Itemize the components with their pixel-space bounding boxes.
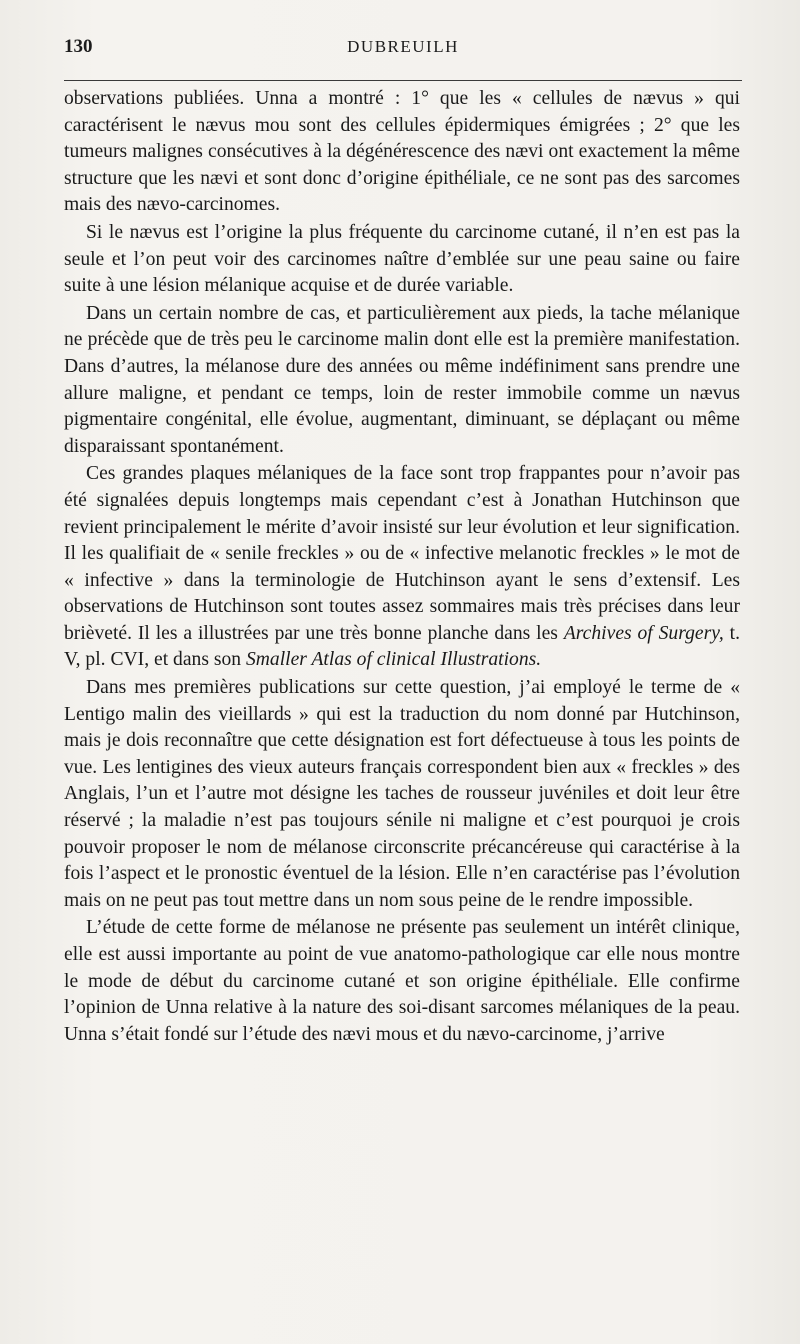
text-run: L’étude de cette forme de mélanose ne présente pas seulement un intérêt clinique, elle est aussi importante au point de vue anatomo-pathologique car elle nous montre le mode de début du carcinome cutané et son origine épithéliale. Elle confirme l’opinion de Unna relative à la nature des soi-disant sarcomes mélaniques de la peau. Unna s’était fondé sur l’étude des nævi mous et du nævo-carcinome, j’arrive	[64, 917, 740, 1045]
page-number: 130	[64, 36, 93, 57]
paragraph-2	[64, 220, 740, 300]
paragraph-4	[64, 461, 740, 674]
text-run: Si le nævus est l’origine la plus fréquente du carcinome cutané, il n’en est pas la seule et l’on peut voir des carcinomes naître d’emblée sur une peau saine ou faire suite à une lésion mélanique acquise et de durée variable.	[64, 221, 740, 297]
body-text	[64, 86, 740, 1048]
paragraph-5	[64, 675, 740, 914]
header-rule	[64, 80, 742, 81]
running-head-author: DUBREUILH	[347, 37, 459, 56]
paragraph-6	[64, 915, 740, 1048]
text-run: Dans un certain nombre de cas, et particulièrement aux pieds, la tache mélanique ne précède que de très peu le carcinome malin dont elle est la première manifestation. Dans d’autres, la mélanose dure des années ou même indéfiniment sans prendre une allure maligne, et pendant ce temps, loin de rester immobile comme un nævus pigmentaire congénital, elle évolue, augmentant, diminuant, se déplaçant ou même disparaissant spontanément.	[64, 302, 740, 457]
page-header	[64, 36, 742, 66]
text-run: t. V, pl. CVI, et dans son	[64, 622, 740, 671]
text-run: Dans mes premières publications sur cette question, j’ai employé le terme de « Lentigo malin des vieillards » qui est la traduction du nom donné par Hutchinson, mais je dois reconnaître que cette désignation est fort défectueuse à tous les points de vue. Les lentigines des vieux auteurs français correspondent bien aux « freckles » des Anglais, l’un et l’autre mot désigne les taches de rousseur juvéniles et doit leur être réservé ; la maladie n’est pas toujours sénile ni maligne et c’est pourquoi je crois pouvoir proposer le nom de mélanose circonscrite précancéreuse qui caractérise à la fois l’aspect et le pronostic éventuel de la lésion. Elle n’en caractérise pas l’évolution mais on ne peut pas tout mettre dans un nom sous peine de le rendre impossible.	[64, 677, 740, 911]
italic-title: Smaller Atlas of clinical Illustrations.	[245, 649, 542, 671]
paragraph-1	[64, 86, 740, 219]
paragraph-3	[64, 301, 740, 461]
text-run: observations publiées. Unna a montré : 1° que les « cellules de nævus » qui caractérisent le nævus mou sont des cellules épidermiques émigrées ; 2° que les tumeurs malignes consécutives à la dégénérescence des nævi ont exactement la même structure que les nævi et sont donc d’origine épithéliale, ce ne sont pas des sarcomes mais des nævo-carcinomes.	[64, 88, 740, 216]
text-run: Ces grandes plaques mélaniques de la face sont trop frappantes pour n’avoir pas été signalées depuis longtemps mais cependant c’est à Jonathan Hutchinson que revient principalement le mérite d’avoir insisté sur leur évolution et leur signification. Il les qualifiait de « senile freckles » ou de « infective melanotic freckles » le mot de « infective » dans la terminologie de Hutchinson ayant le sens d’extensif. Les observations de Hutchinson sont toutes assez sommaires mais très précises dans leur brièveté. Il les a illustrées par une très bonne planche dans les	[64, 463, 740, 644]
italic-title: Archives of Surgery,	[563, 622, 724, 644]
